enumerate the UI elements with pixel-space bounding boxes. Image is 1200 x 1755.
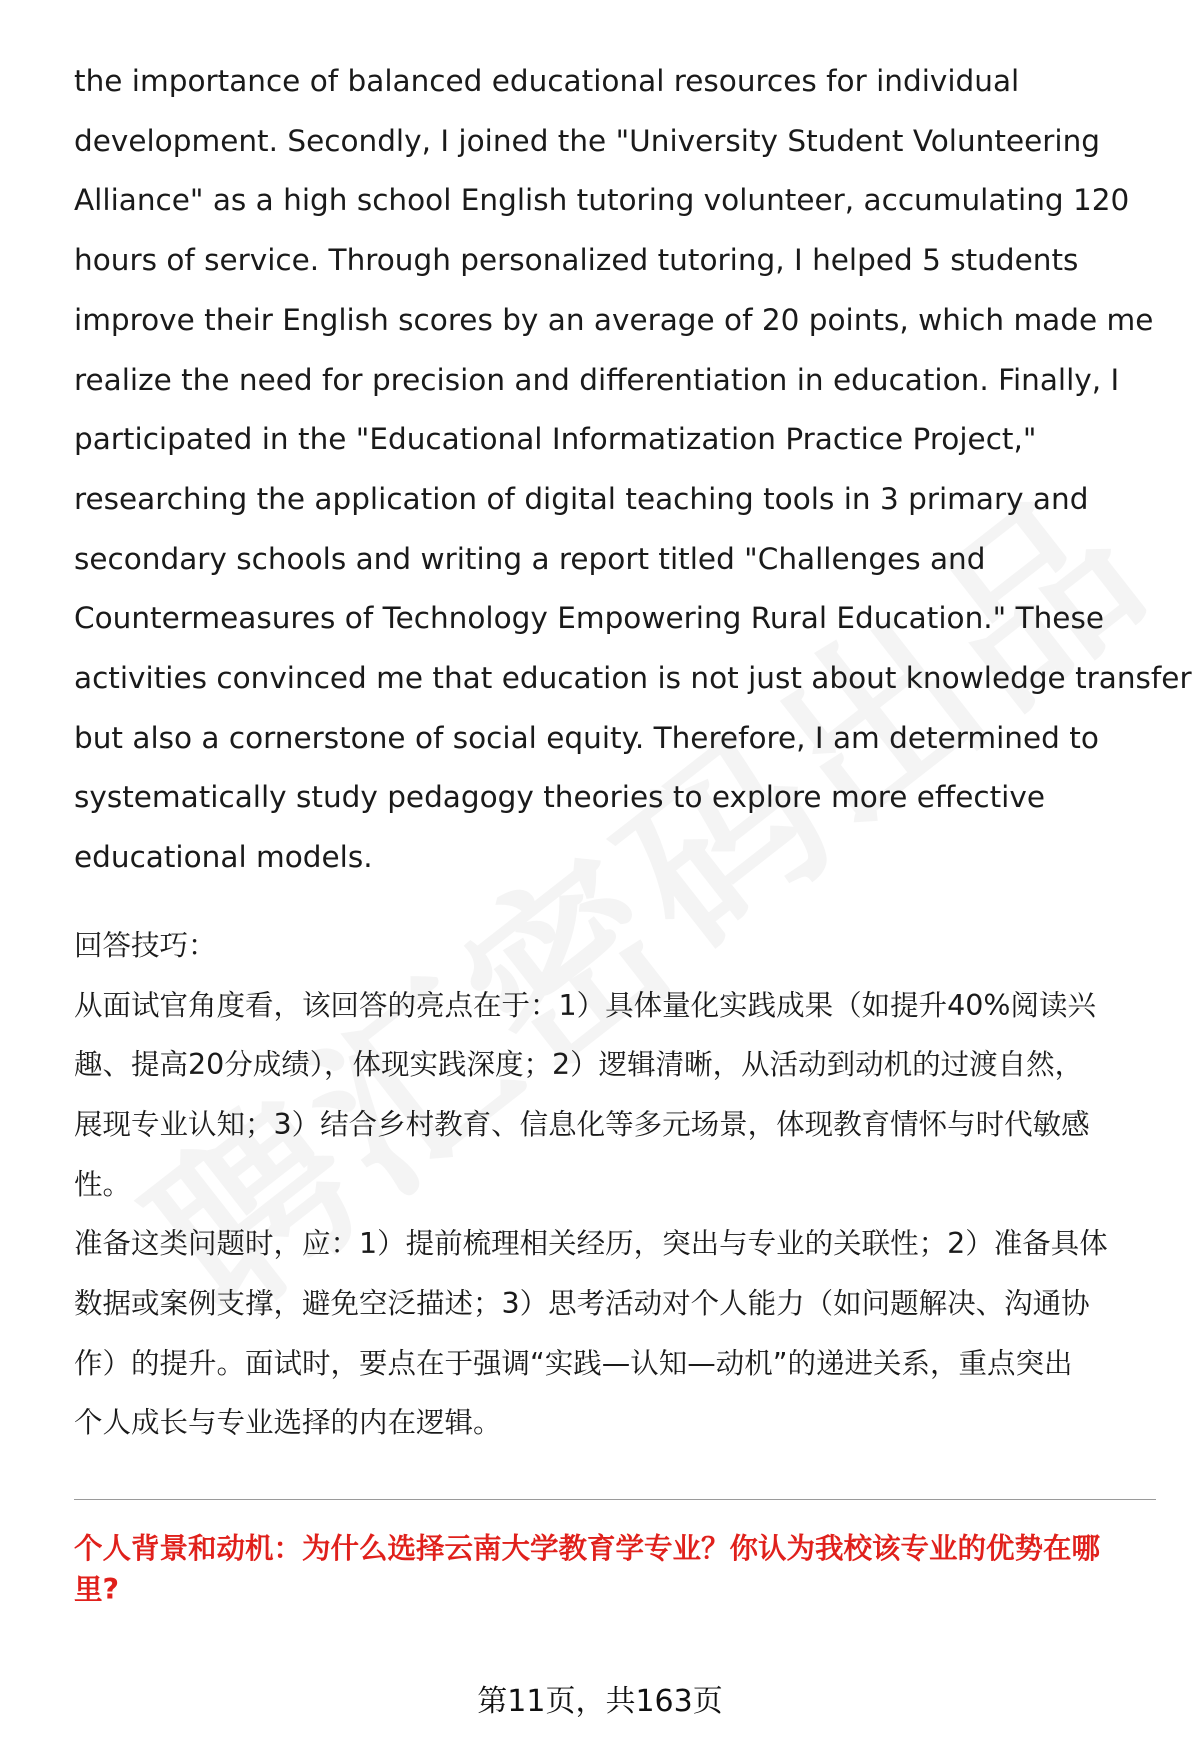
question-line: 里?	[74, 1573, 120, 1606]
answer-line: participated in the "Educational Informatization Practice Project,"	[74, 422, 1037, 457]
answer-line: Alliance" as a high school English tutoring volunteer, accumulating 120	[74, 183, 1130, 218]
tips-line: 趣、提高20分成绩），体现实践深度；2）逻辑清晰，从活动到动机的过渡自然，	[74, 1048, 1084, 1082]
section-divider	[74, 1499, 1156, 1500]
answer-line: realize the need for precision and differentiation in education. Finally, I	[74, 362, 1120, 397]
answer-line: improve their English scores by an average of 20 points, which made me	[74, 302, 1154, 337]
tips-line: 准备这类问题时，应：1）提前梳理相关经历，突出与专业的关联性；2）准备具体	[74, 1227, 1108, 1261]
tips-line: 从面试官角度看，该回答的亮点在于：1）具体量化实践成果（如提升40%阅读兴	[74, 988, 1096, 1022]
tips-line: 性。	[74, 1167, 132, 1201]
page-number: 第11页，共163页	[477, 1684, 723, 1719]
tips-line: 展现专业认知；3）结合乡村教育、信息化等多元场景，体现教育情怀与时代敏感	[74, 1107, 1090, 1141]
answer-line: hours of service. Through personalized tutoring, I helped 5 students	[74, 243, 1079, 278]
question-line: 个人背景和动机：为什么选择云南大学教育学专业？你认为我校该专业的优势在哪	[74, 1532, 1101, 1565]
next-question-heading	[74, 1528, 1156, 1610]
answer-line: secondary schools and writing a report titled "Challenges and	[74, 541, 986, 576]
tips-heading: 回答技巧：	[74, 928, 217, 962]
answer-line: systematically study pedagogy theories to explore more effective	[74, 780, 1045, 815]
tips-line: 个人成长与专业选择的内在逻辑。	[74, 1406, 502, 1440]
answer-paragraph	[74, 52, 1192, 888]
document-body	[74, 52, 1192, 1453]
tips-line: 作）的提升。面试时，要点在于强调“实践—认知—动机”的递进关系，重点突出	[74, 1346, 1073, 1380]
answer-line: Countermeasures of Technology Empowering Rural Education." These	[74, 601, 1104, 636]
answer-line: but also a cornerstone of social equity. Therefore, I am determined to	[74, 720, 1099, 755]
answer-tips-section	[74, 916, 1146, 1453]
answer-line: researching the application of digital teaching tools in 3 primary and	[74, 481, 1089, 516]
answer-line: development. Secondly, I joined the "University Student Volunteering	[74, 123, 1100, 158]
answer-line: activities convinced me that education is not just about knowledge transfer	[74, 661, 1192, 696]
answer-line: educational models.	[74, 840, 373, 875]
tips-line: 数据或案例支撑，避免空泛描述；3）思考活动对个人能力（如问题解决、沟通协	[74, 1287, 1090, 1321]
answer-line: the importance of balanced educational resources for individual	[74, 64, 1020, 98]
